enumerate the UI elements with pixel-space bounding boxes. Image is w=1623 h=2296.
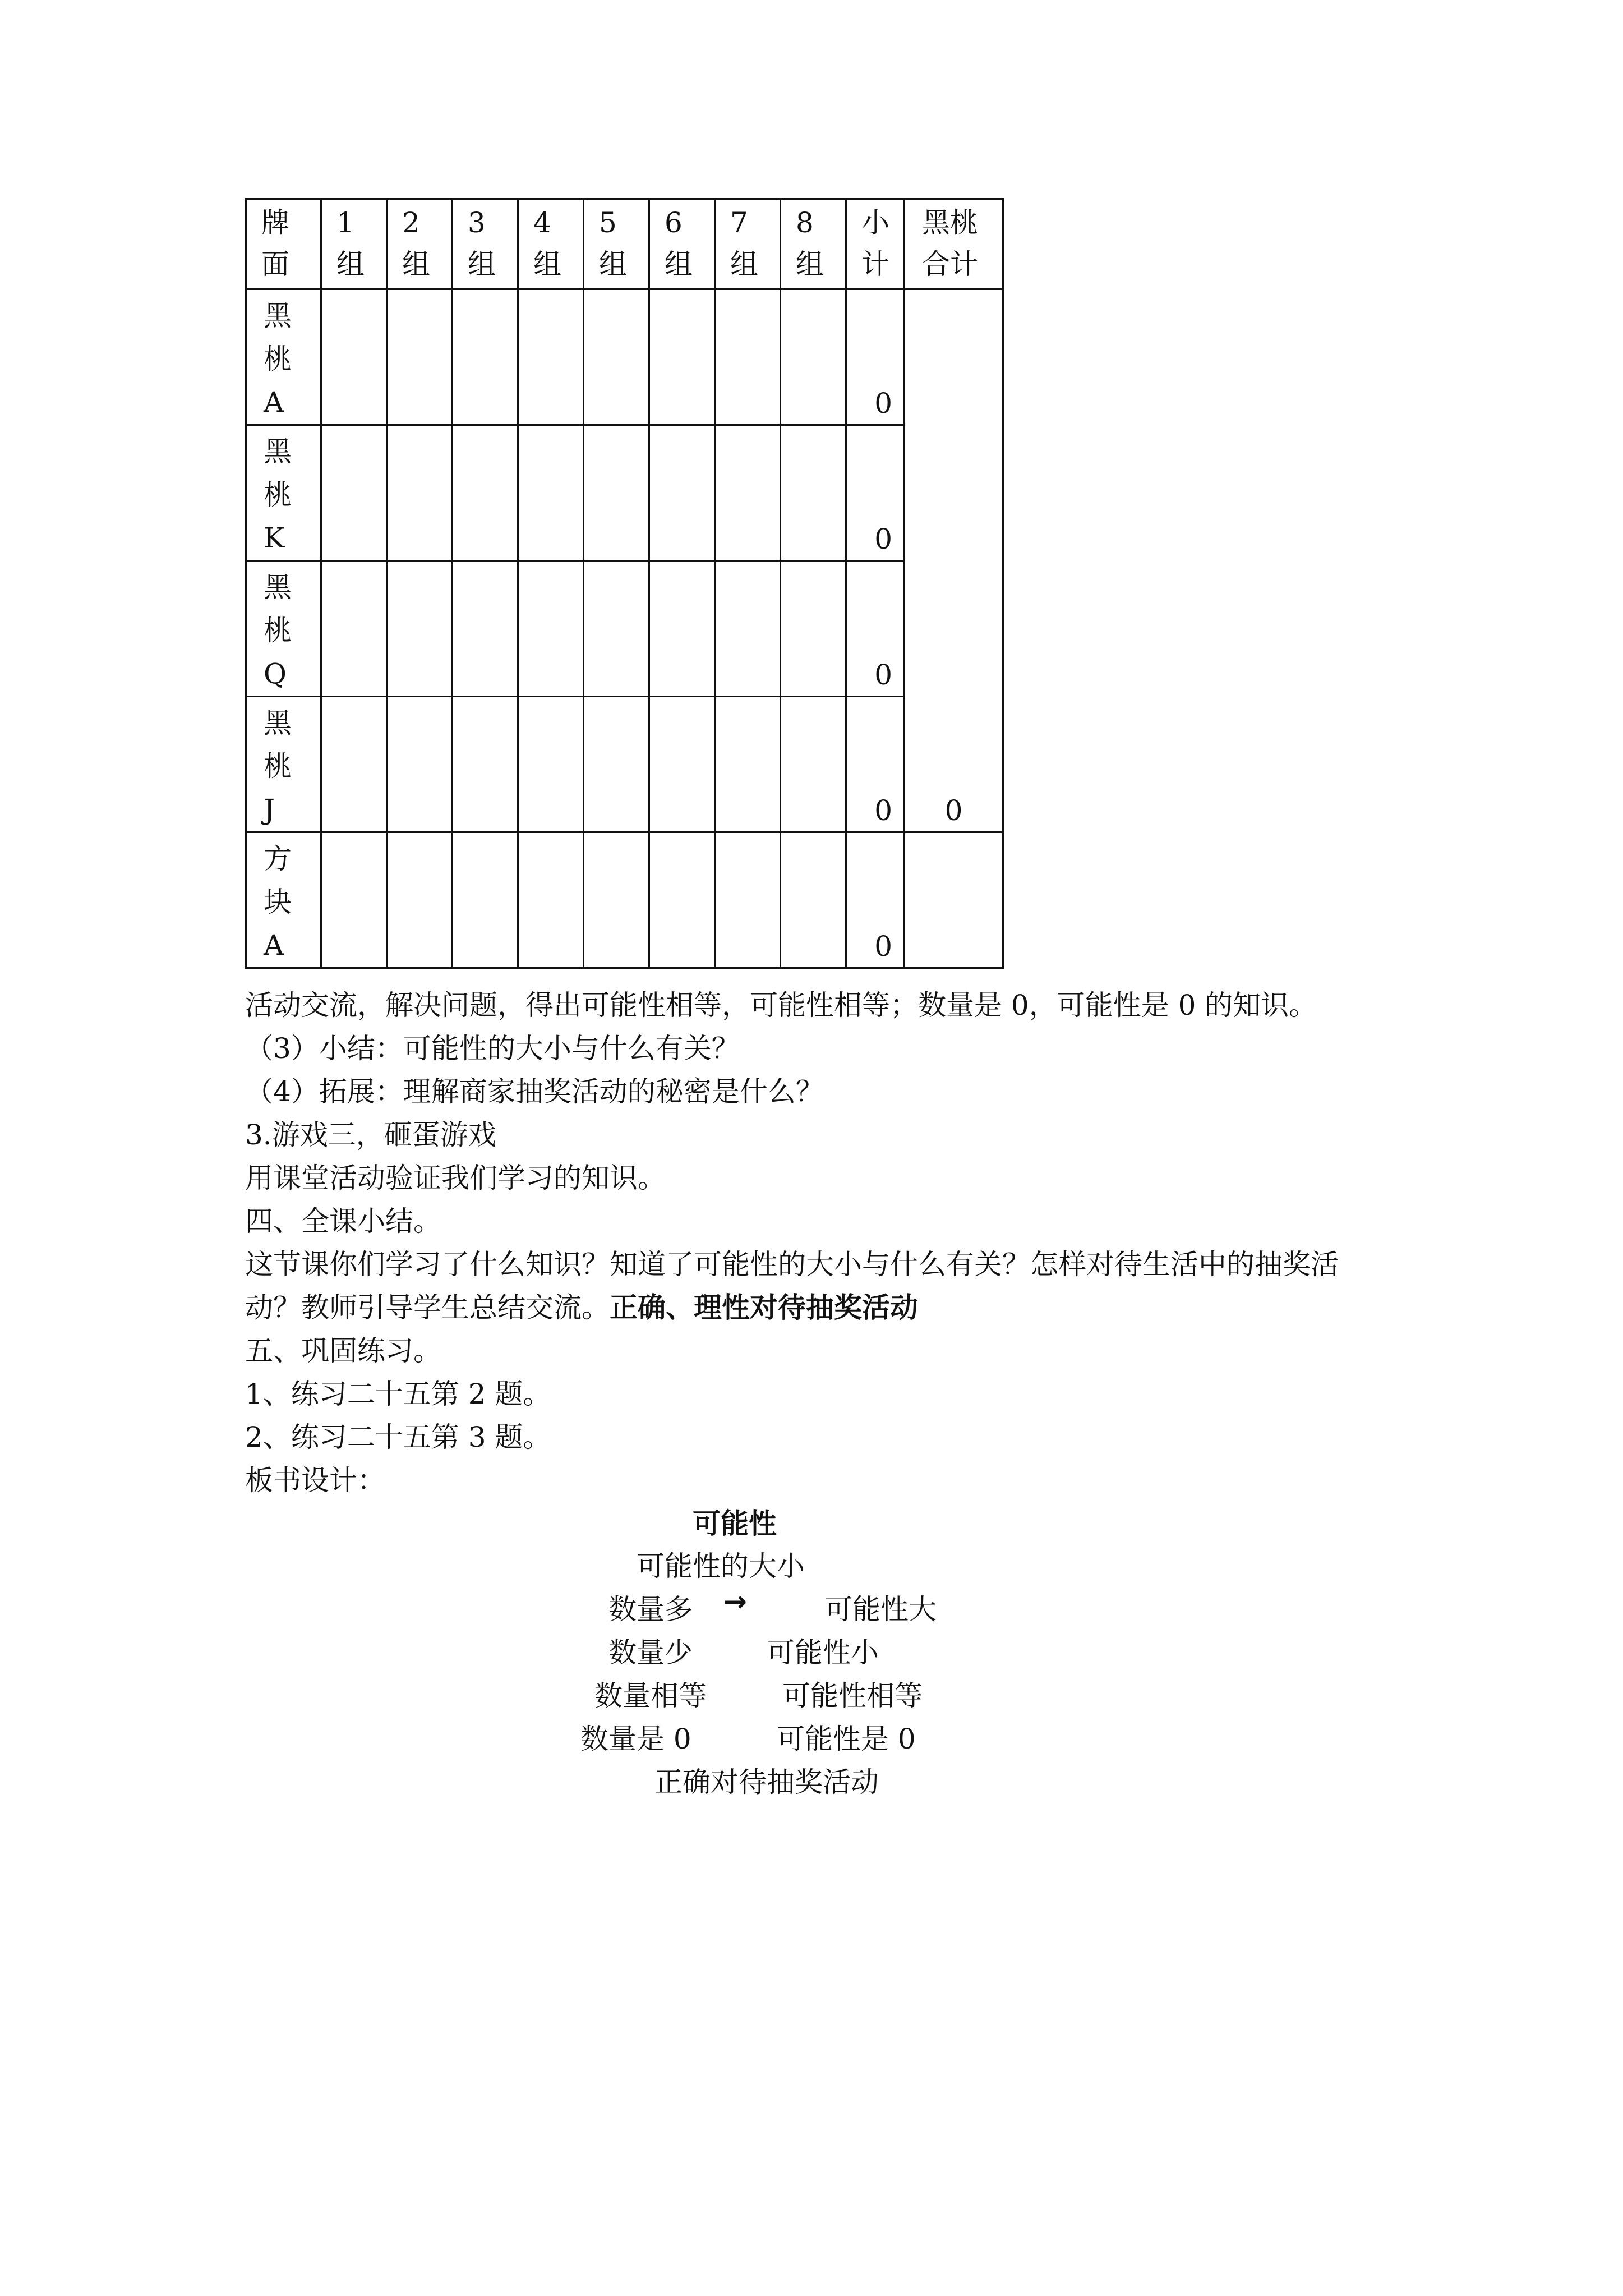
paragraph-review-questions: 这节课你们学习了什么知识？知道了可能性的大小与什么有关？怎样对待生活中的抽奖活 xyxy=(245,1248,1339,1281)
tally-cell[interactable] xyxy=(649,697,715,832)
table-row-spade-q xyxy=(246,561,1003,697)
paragraph-summary-question: （3）小结：可能性的大小与什么有关？ xyxy=(245,1032,740,1065)
paragraph-game-three: 3.游戏三，砸蛋游戏 xyxy=(245,1119,496,1151)
table-row-spade-a xyxy=(246,289,1003,425)
header-group-6: 6 组 xyxy=(649,199,715,289)
tally-cell[interactable] xyxy=(584,289,649,425)
tally-cell[interactable] xyxy=(518,832,584,968)
tally-cell[interactable] xyxy=(387,697,453,832)
tally-cell[interactable] xyxy=(321,561,387,697)
board-row4-right: 可能性是 0 xyxy=(777,1723,916,1755)
practice-item-1: 1、练习二十五第 2 题。 xyxy=(245,1378,551,1410)
header-group-5: 5 组 xyxy=(584,199,649,289)
header-subtotal: 小 计 xyxy=(846,199,905,289)
row-subtotal: 0 xyxy=(846,697,905,832)
header-group-4: 4 组 xyxy=(518,199,584,289)
tally-cell[interactable] xyxy=(518,289,584,425)
table-row-spade-j xyxy=(246,697,1003,832)
board-subtitle: 可能性的大小 xyxy=(637,1550,805,1582)
row-face: 黑 桃 J xyxy=(246,697,321,832)
tally-cell[interactable] xyxy=(715,425,781,561)
row-subtotal: 0 xyxy=(846,425,905,561)
tally-cell[interactable] xyxy=(387,561,453,697)
paragraph-review-continued xyxy=(245,1285,918,1326)
tally-cell[interactable] xyxy=(453,697,518,832)
row-subtotal: 0 xyxy=(846,561,905,697)
header-group-2: 2 组 xyxy=(387,199,453,289)
board-row2-right: 可能性小 xyxy=(767,1636,879,1669)
section-heading-practice: 五、巩固练习。 xyxy=(245,1335,441,1367)
tally-cell[interactable] xyxy=(715,832,781,968)
tally-cell[interactable] xyxy=(453,289,518,425)
tally-cell[interactable] xyxy=(781,832,846,968)
header-group-7: 7 组 xyxy=(715,199,781,289)
tally-cell[interactable] xyxy=(781,425,846,561)
tally-cell[interactable] xyxy=(453,832,518,968)
tally-cell[interactable] xyxy=(781,697,846,832)
tally-cell[interactable] xyxy=(518,697,584,832)
tally-cell[interactable] xyxy=(321,425,387,561)
table-header-row xyxy=(246,199,1003,289)
blackboard-design-label: 板书设计： xyxy=(245,1464,385,1497)
tally-cell[interactable] xyxy=(781,289,846,425)
tally-cell[interactable] xyxy=(715,561,781,697)
header-group-3: 3 组 xyxy=(453,199,518,289)
header-face: 牌 面 xyxy=(246,199,321,289)
board-row1-left: 数量多 xyxy=(608,1593,693,1626)
paragraph-activity-summary: 活动交流，解决问题，得出可能性相等，可能性相等；数量是 0，可能性是 0 的知识。 xyxy=(245,989,1317,1022)
section-heading-summary: 四、全课小结。 xyxy=(245,1205,441,1237)
card-tally-table xyxy=(245,198,1004,969)
board-footer: 正确对待抽奖活动 xyxy=(654,1766,879,1798)
board-row2-left: 数量少 xyxy=(608,1636,693,1669)
paragraph-extension-question: （4）拓展：理解商家抽奖活动的秘密是什么？ xyxy=(245,1075,824,1108)
board-row4-left: 数量是 0 xyxy=(580,1723,691,1755)
tally-cell[interactable] xyxy=(321,832,387,968)
tally-cell[interactable] xyxy=(321,697,387,832)
table-row-spade-k xyxy=(246,425,1003,561)
tally-cell[interactable] xyxy=(584,832,649,968)
row-subtotal: 0 xyxy=(846,832,905,968)
practice-item-2: 2、练习二十五第 3 题。 xyxy=(245,1421,551,1453)
tally-cell[interactable] xyxy=(584,561,649,697)
table-row-diamond-a xyxy=(246,832,1003,968)
row-face: 黑 桃 K xyxy=(246,425,321,561)
header-spade-total: 黑桃 合计 xyxy=(905,199,1003,289)
review-text: 动？教师引导学生总结交流。 xyxy=(245,1291,610,1324)
board-row3-right: 可能性相等 xyxy=(782,1680,923,1712)
tally-cell[interactable] xyxy=(649,832,715,968)
tally-cell[interactable] xyxy=(387,289,453,425)
tally-cell[interactable] xyxy=(518,425,584,561)
header-group-8: 8 组 xyxy=(781,199,846,289)
tally-cell[interactable] xyxy=(649,561,715,697)
paragraph-verify-knowledge: 用课堂活动验证我们学习的知识。 xyxy=(245,1162,666,1194)
board-row1-right: 可能性大 xyxy=(824,1593,937,1626)
tally-cell[interactable] xyxy=(781,561,846,697)
header-group-1: 1 组 xyxy=(321,199,387,289)
tally-cell[interactable] xyxy=(453,561,518,697)
row-subtotal: 0 xyxy=(846,289,905,425)
key-point-bold: 正确、理性对待抽奖活动 xyxy=(610,1291,918,1324)
tally-cell[interactable] xyxy=(518,561,584,697)
tally-cell[interactable] xyxy=(387,425,453,561)
spade-total-cell: 0 xyxy=(905,289,1003,832)
tally-cell[interactable] xyxy=(584,697,649,832)
row-face: 黑 桃 Q xyxy=(246,561,321,697)
tally-cell[interactable] xyxy=(387,832,453,968)
tally-cell[interactable] xyxy=(649,289,715,425)
row-face: 黑 桃 A xyxy=(246,289,321,425)
board-row3-left: 数量相等 xyxy=(594,1680,707,1712)
tally-cell[interactable] xyxy=(715,697,781,832)
tally-cell[interactable] xyxy=(453,425,518,561)
empty-total-cell xyxy=(905,832,1003,968)
tally-cell[interactable] xyxy=(649,425,715,561)
arrow-right-icon: → xyxy=(723,1585,747,1618)
tally-cell[interactable] xyxy=(715,289,781,425)
tally-cell[interactable] xyxy=(584,425,649,561)
board-title: 可能性 xyxy=(693,1507,777,1540)
row-face: 方 块 A xyxy=(246,832,321,968)
tally-cell[interactable] xyxy=(321,289,387,425)
